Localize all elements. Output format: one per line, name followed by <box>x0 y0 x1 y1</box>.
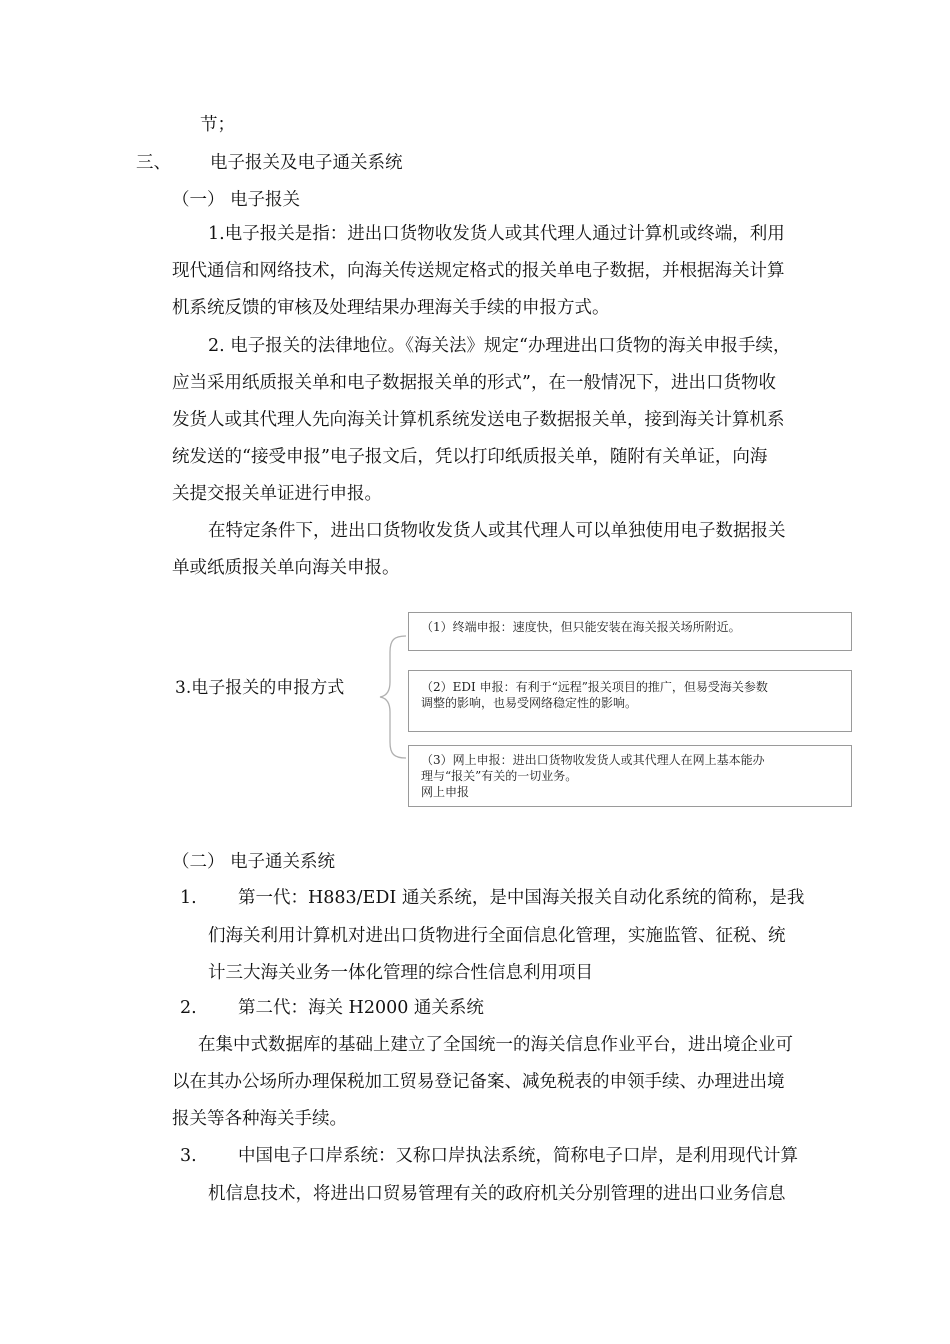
method-box-online <box>408 745 852 807</box>
list-item-text: 第一代：H883/EDI 通关系统，是中国海关报关自动化系统的简称，是我 <box>238 888 805 908</box>
list-item-text: 第二代：海关 H2000 通关系统 <box>238 998 484 1018</box>
text-line: 应当采用纸质报关单和电子数据报关单的形式”，在一般情况下，进出口货物收 <box>172 373 776 393</box>
text-line: 机系统反馈的审核及处理结果办理海关手续的申报方式。 <box>172 298 610 318</box>
list-item-text: 中国电子口岸系统：又称口岸执法系统，简称电子口岸，是利用现代计算 <box>238 1146 798 1166</box>
subsection-heading: （一） 电子报关 <box>172 190 301 210</box>
section-number: 三、 <box>136 153 171 173</box>
text-line: 节； <box>200 115 235 135</box>
text-line: 以在其办公场所办理保税加工贸易登记备案、减免税表的申领手续、办理进出境 <box>172 1072 785 1092</box>
text-line: 们海关利用计算机对进出口货物进行全面信息化管理，实施监管、征税、统 <box>208 926 786 946</box>
method-box-edi <box>408 670 852 732</box>
box-line: （1）终端申报：速度快，但只能安装在海关报关场所附近。 <box>421 620 741 634</box>
text-line: 在集中式数据库的基础上建立了全国统一的海关信息作业平台，进出境企业可 <box>198 1035 793 1055</box>
box-line: （3）网上申报：进出口货物收发货人或其代理人在网上基本能办 <box>421 753 765 767</box>
text-line: 机信息技术，将进出口贸易管理有关的政府机关分别管理的进出口业务信息 <box>208 1184 786 1204</box>
subsection-heading: （二） 电子通关系统 <box>172 852 336 872</box>
box-line: 网上申报 <box>421 785 470 799</box>
text-line: 统发送的“接受申报”电子报文后，凭以打印纸质报关单，随附有关单证，向海 <box>172 447 768 467</box>
text-line: 发货人或其代理人先向海关计算机系统发送电子数据报关单，接到海关计算机系 <box>172 410 785 430</box>
text-line: 关提交报关单证进行申报。 <box>172 484 382 504</box>
text-line: 报关等各种海关手续。 <box>172 1109 347 1129</box>
text-line: 计三大海关业务一体化管理的综合性信息利用项目 <box>208 963 593 983</box>
list-number: 3. <box>180 1146 197 1166</box>
box-line: 理与“报关”有关的一切业务。 <box>421 769 578 783</box>
box-line: （2）EDI 申报：有利于“远程”报关项目的推广，但易受海关参数 <box>421 680 768 694</box>
box-line: 调整的影响，也易受网络稳定性的影响。 <box>421 696 638 710</box>
diagram-label: 3.电子报关的申报方式 <box>175 678 345 698</box>
text-line: 在特定条件下，进出口货物收发货人或其代理人可以单独使用电子数据报关 <box>208 521 786 541</box>
text-line: 1.电子报关是指：进出口货物收发货人或其代理人通过计算机或终端，利用 <box>208 224 785 244</box>
text-line: 现代通信和网络技术，向海关传送规定格式的报关单电子数据，并根据海关计算 <box>172 261 785 281</box>
text-line: 单或纸质报关单向海关申报。 <box>172 558 400 578</box>
section-heading: 电子报关及电子通关系统 <box>210 153 403 173</box>
list-number: 1. <box>180 888 197 908</box>
method-box-terminal <box>408 612 852 651</box>
list-number: 2. <box>180 998 197 1018</box>
brace-icon <box>376 634 410 760</box>
text-line: 2. 电子报关的法律地位。《海关法》规定“办理进出口货物的海关申报手续， <box>208 336 791 356</box>
